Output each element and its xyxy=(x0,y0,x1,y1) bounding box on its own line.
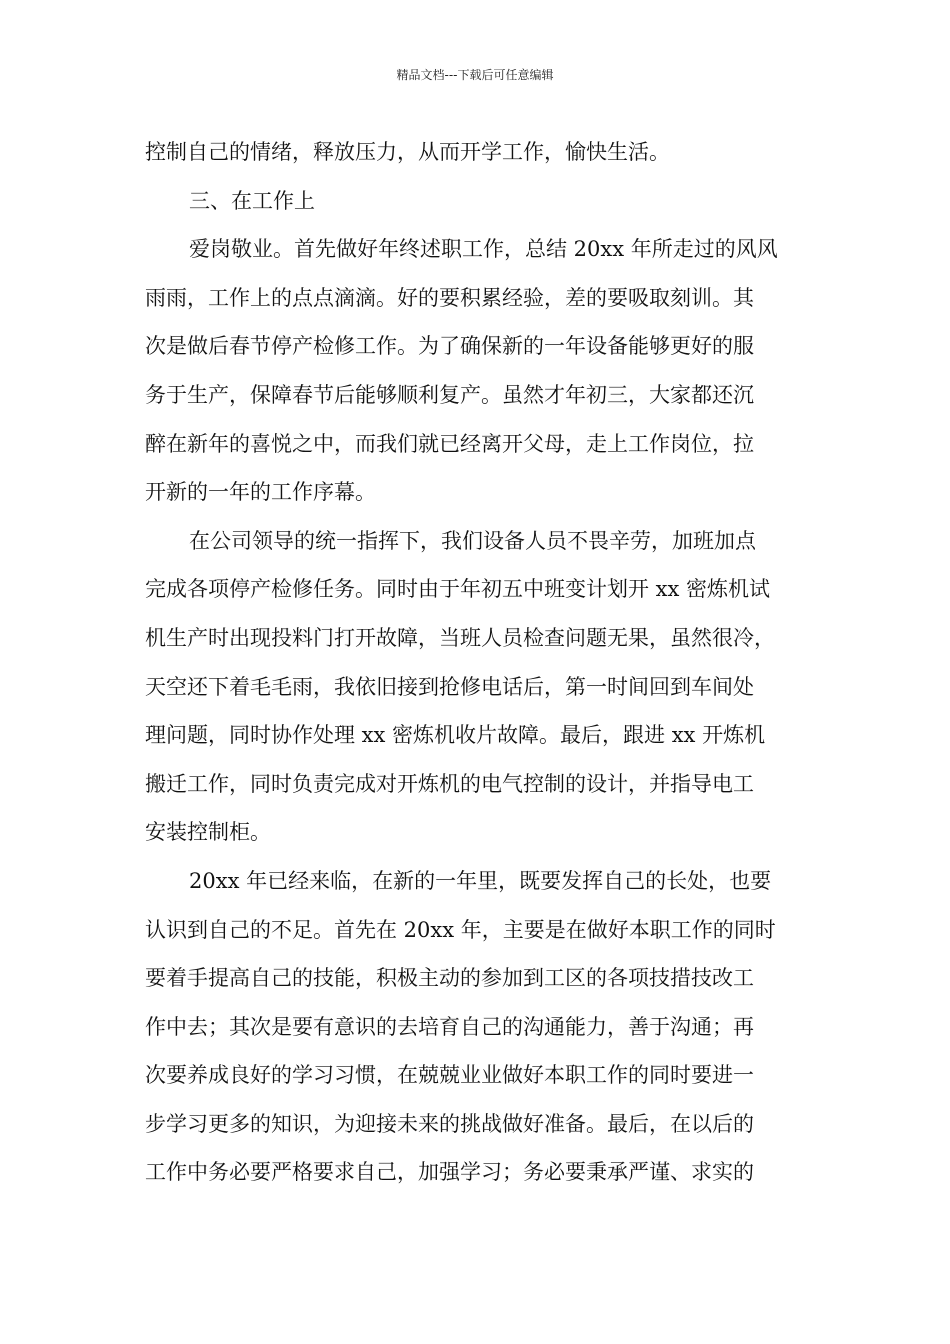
text-line: 工作中务必要严格要求自己，加强学习；务必要秉承严谨、求实的 xyxy=(145,1160,754,1185)
text-line: 三、在工作上 xyxy=(189,188,315,213)
text-line: 20xx 年已经来临，在新的一年里，既要发挥自己的长处，也要 xyxy=(189,868,772,893)
text-line: 步学习更多的知识，为迎接未来的挑战做好准备。最后，在以后的 xyxy=(145,1111,754,1136)
text-line: 爱岗敬业。首先做好年终述职工作，总结 20xx 年所走过的风风 xyxy=(189,237,778,262)
text-line: 理问题，同时协作处理 xx 密炼机收片故障。最后，跟进 xx 开炼机 xyxy=(145,723,766,748)
text-line: 次是做后春节停产检修工作。为了确保新的一年设备能够更好的服 xyxy=(145,334,754,359)
text-line: 务于生产，保障春节后能够顺利复产。虽然才年初三，大家都还沉 xyxy=(145,382,754,407)
text-line: 搬迁工作，同时负责完成对开炼机的电气控制的设计，并指导电工 xyxy=(145,771,754,796)
text-line: 控制自己的情绪，释放压力，从而开学工作，愉快生活。 xyxy=(145,140,670,164)
text-line: 开新的一年的工作序幕。 xyxy=(145,480,376,505)
text-line: 安装控制柜。 xyxy=(145,820,271,845)
text-line: 雨雨，工作上的点点滴滴。好的要积累经验，差的要吸取刻训。其 xyxy=(145,285,754,310)
text-line: 在公司领导的统一指挥下，我们设备人员不畏辛劳，加班加点 xyxy=(189,528,756,553)
text-line: 完成各项停产检修任务。同时由于年初五中班变计划开 xx 密炼机试 xyxy=(145,577,771,602)
text-line: 醉在新年的喜悦之中，而我们就已经离开父母，走上工作岗位，拉 xyxy=(145,431,754,456)
text-line: 次要养成良好的学习习惯，在兢兢业业做好本职工作的同时要进一 xyxy=(145,1063,754,1088)
text-line: 机生产时出现投料门打开故障，当班人员检查问题无果，虽然很冷， xyxy=(145,625,775,650)
document-body xyxy=(145,128,825,1197)
page-header: 精品文档---下载后可任意编辑 xyxy=(396,68,554,82)
text-line: 天空还下着毛毛雨，我依旧接到抢修电话后，第一时间回到车间处 xyxy=(145,674,754,699)
text-line: 认识到自己的不足。首先在 20xx 年，主要是在做好本职工作的同时 xyxy=(145,917,776,942)
text-line: 作中去；其次是要有意识的去培育自己的沟通能力，善于沟通；再 xyxy=(145,1014,754,1039)
text-line: 要着手提高自己的技能，积极主动的参加到工区的各项技措技改工 xyxy=(145,966,754,991)
